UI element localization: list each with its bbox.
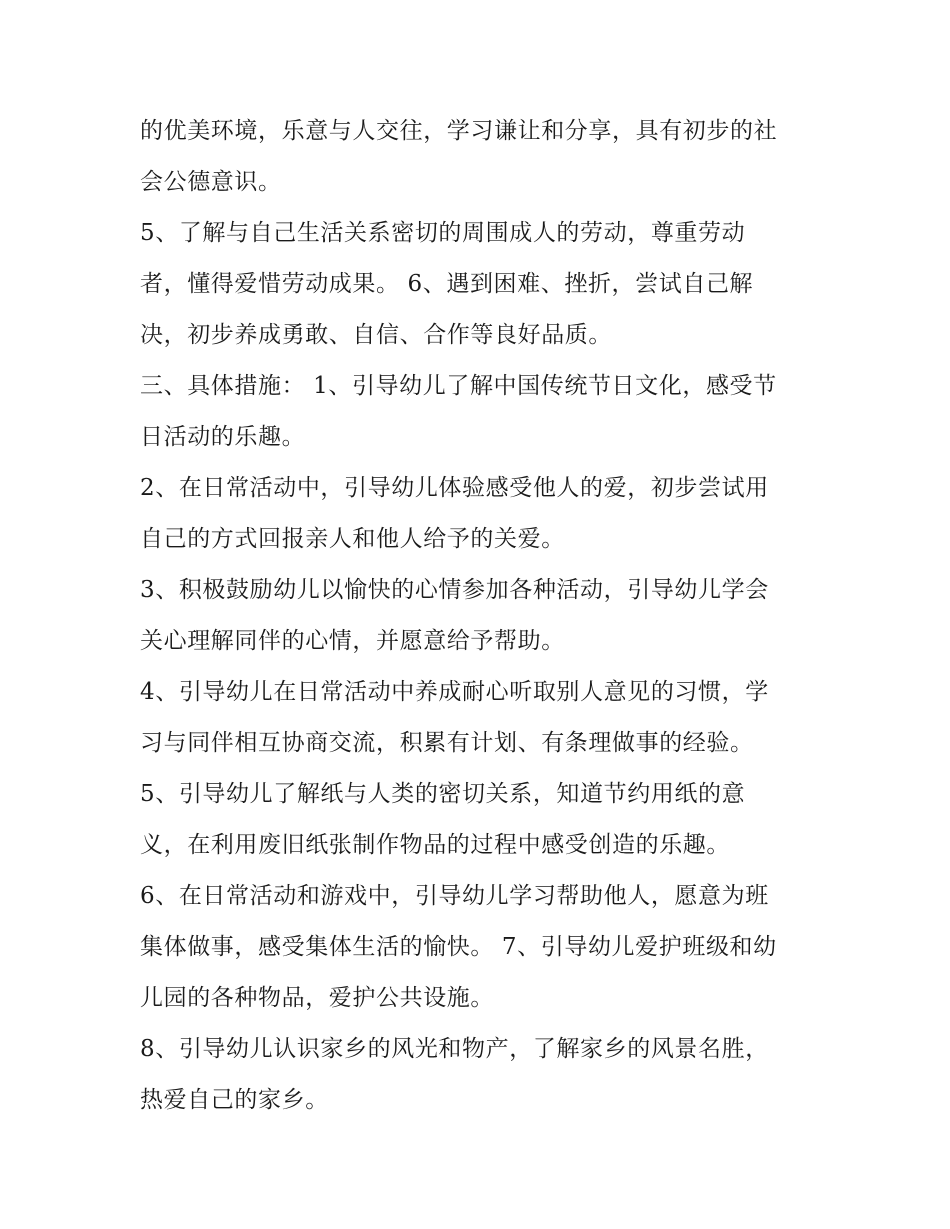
text-line: 儿园的各种物品，爱护公共设施。: [140, 985, 494, 1011]
text-line: 5、引导幼儿了解纸与人类的密切关系，知道节约用纸的意: [140, 781, 746, 807]
text-line: 义，在利用废旧纸张制作物品的过程中感受创造的乐趣。: [140, 832, 730, 858]
text-line: 2、在日常活动中，引导幼儿体验感受他人的爱，初步尝试用: [140, 475, 769, 501]
text-line: 自己的方式回报亲人和他人给予的关爱。: [140, 526, 565, 552]
document-body: [140, 106, 820, 1126]
text-line: 会公德意识。: [140, 169, 282, 195]
text-line: 8、引导幼儿认识家乡的风光和物产，了解家乡的风景名胜，: [140, 1036, 769, 1062]
text-line: 的优美环境，乐意与人交往，学习谦让和分享，具有初步的社: [140, 118, 778, 144]
text-line: 3、积极鼓励幼儿以愉快的心情参加各种活动，引导幼儿学会: [140, 577, 769, 603]
text-line: 5、了解与自己生活关系密切的周围成人的劳动，尊重劳动: [140, 220, 746, 246]
text-line: 集体做事，感受集体生活的愉快。 7、引导幼儿爱护班级和幼: [140, 934, 777, 960]
text-line: 日活动的乐趣。: [140, 424, 306, 450]
text-line: 习与同伴相互协商交流，积累有计划、有条理做事的经验。: [140, 730, 754, 756]
text-line: 6、在日常活动和游戏中，引导幼儿学习帮助他人，愿意为班: [140, 883, 769, 909]
text-line: 热爱自己的家乡。: [140, 1087, 329, 1113]
section-heading-line: 三、具体措施： 1、引导幼儿了解中国传统节日文化，感受节: [140, 373, 777, 399]
text-line: 者，懂得爱惜劳动成果。 6、遇到困难、挫折，尝试自己解: [140, 271, 754, 297]
text-line: 决，初步养成勇敢、自信、合作等良好品质。: [140, 322, 612, 348]
text-line: 关心理解同伴的心情，并愿意给予帮助。: [140, 628, 565, 654]
text-line: 4、引导幼儿在日常活动中养成耐心听取别人意见的习惯，学: [140, 679, 769, 705]
